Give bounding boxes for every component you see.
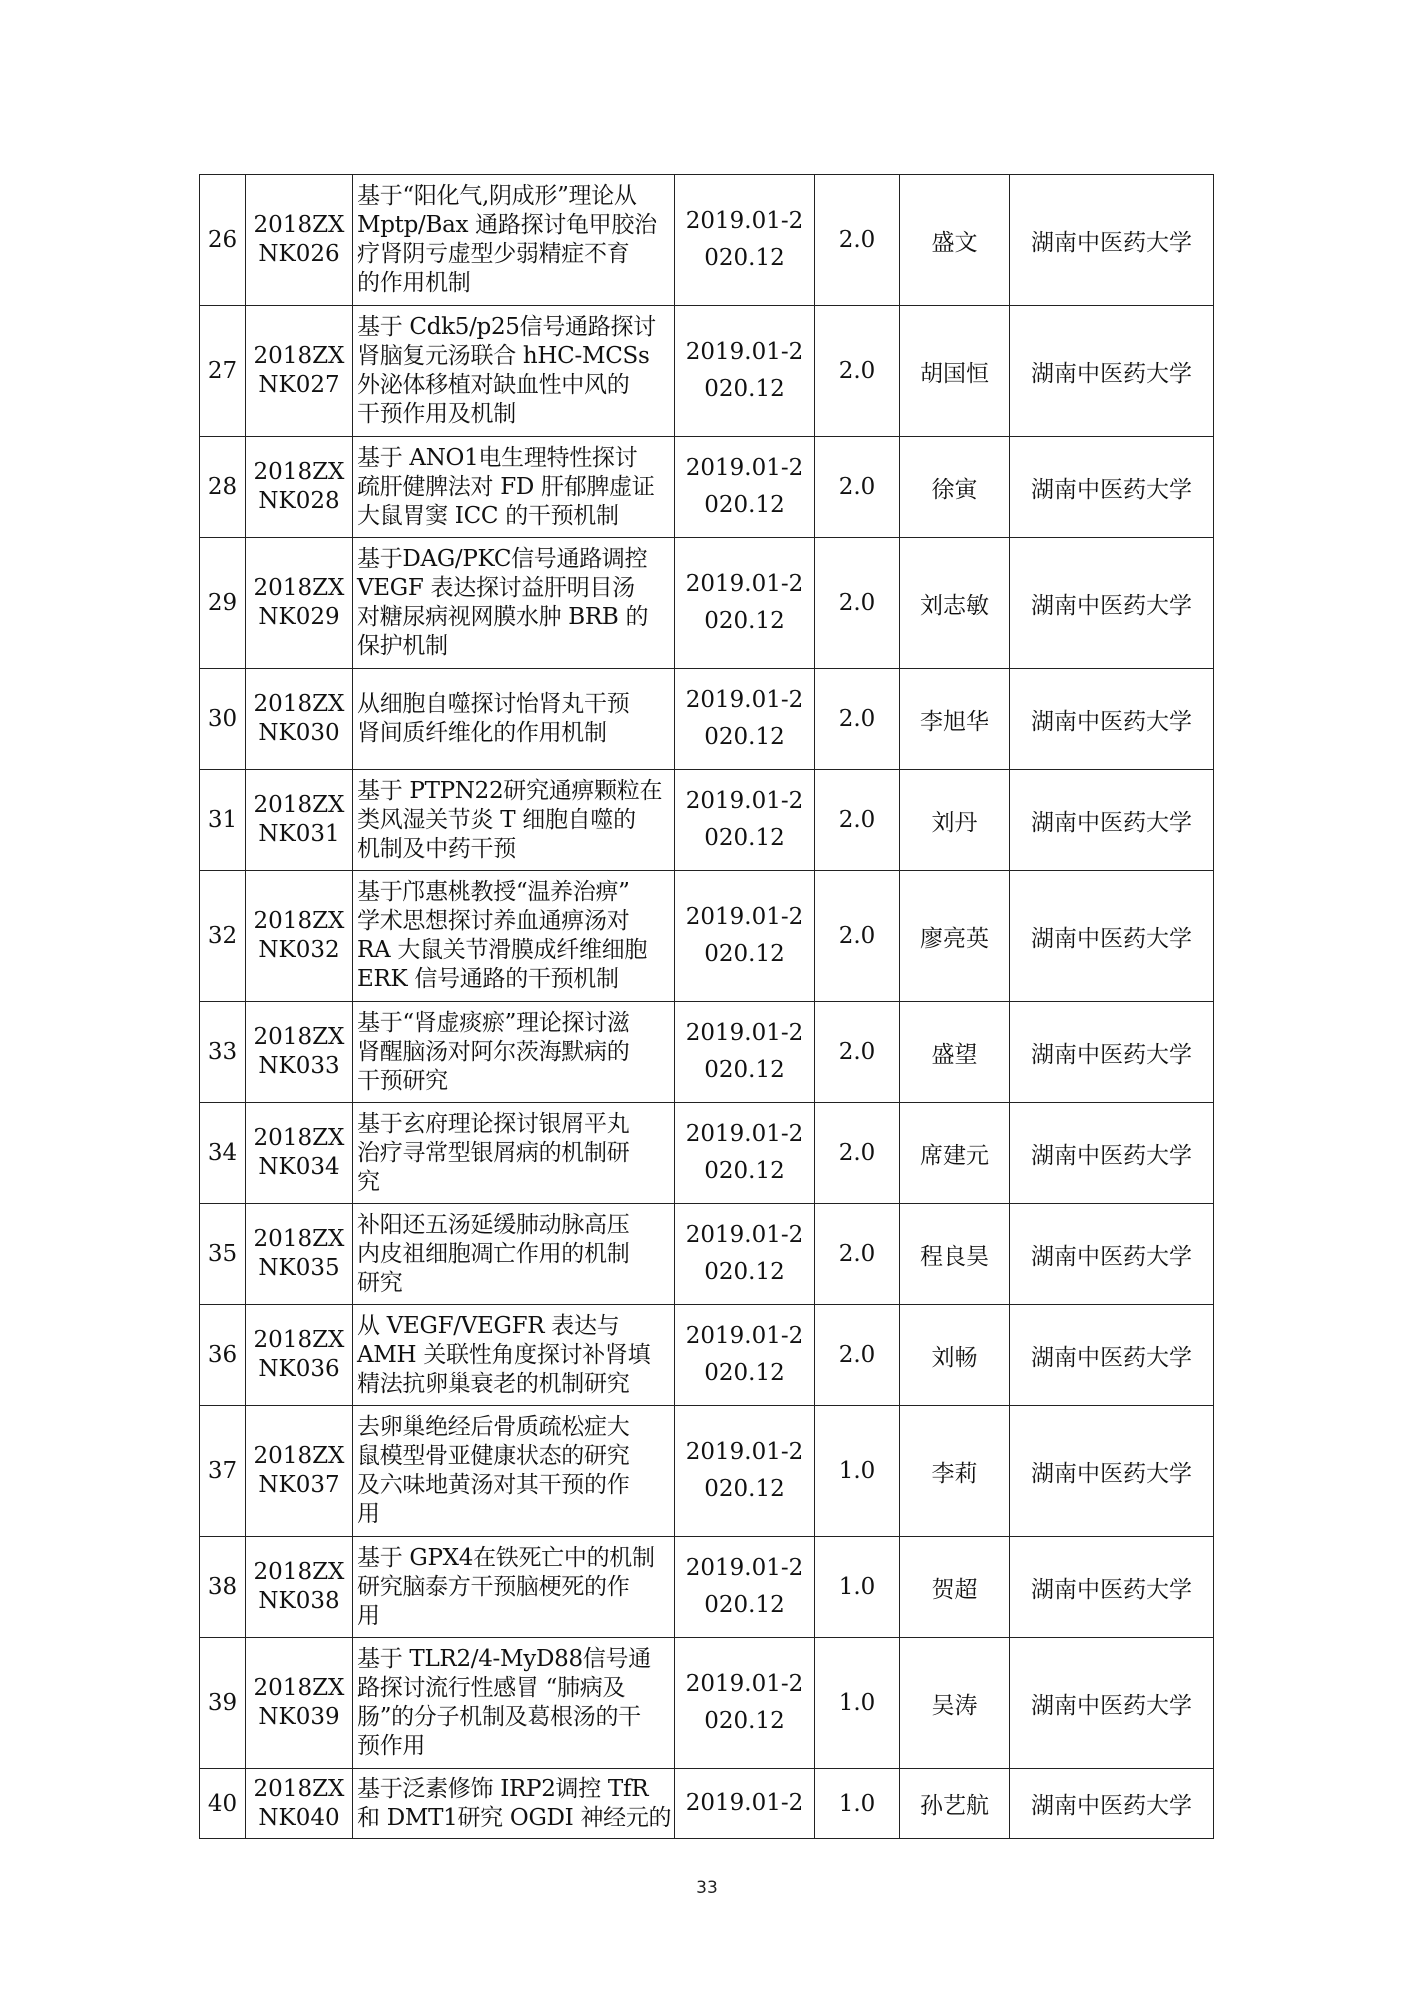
table-row	[200, 871, 1214, 1002]
table-row	[200, 1204, 1214, 1305]
project-title-line: 鼠模型骨亚健康状态的研究	[357, 1443, 630, 1469]
project-period-line: 2019.01-2	[685, 1121, 804, 1147]
project-title	[353, 770, 675, 871]
row-number: 36	[200, 1305, 246, 1406]
project-title-line: 类风湿关节炎 T 细胞自噬的	[357, 806, 636, 833]
row-number: 37	[200, 1406, 246, 1537]
project-leader: 李莉	[900, 1406, 1010, 1537]
project-code-line: NK030	[258, 720, 340, 746]
project-period-line: 020.12	[704, 376, 785, 402]
project-leader: 贺超	[900, 1537, 1010, 1638]
project-unit: 湖南中医药大学	[1010, 669, 1214, 770]
project-title-line: 疗肾阴亏虚型少弱精症不育	[357, 241, 630, 267]
project-funding: 2.0	[815, 770, 900, 871]
project-title	[353, 1537, 675, 1638]
project-title-line: 疏肝健脾法对 FD 肝郁脾虚证	[357, 473, 655, 500]
project-leader: 李旭华	[900, 669, 1010, 770]
project-period-line: 2019.01-2	[685, 208, 804, 234]
project-title-line: 基于 Cdk5/p25信号通路探讨	[357, 314, 656, 340]
project-title-line: 干预研究	[357, 1067, 448, 1094]
project-title-line: 大鼠胃窦 ICC 的干预机制	[357, 502, 619, 529]
project-code-line: NK040	[258, 1804, 340, 1831]
project-title-line: 基于DAG/PKC信号通路调控	[357, 546, 648, 572]
project-funding: 2.0	[815, 669, 900, 770]
project-title	[353, 1769, 675, 1839]
project-unit: 湖南中医药大学	[1010, 175, 1214, 306]
project-period-line: 020.12	[704, 1476, 785, 1502]
project-title-line: 保护机制	[357, 633, 448, 659]
table-row	[200, 1002, 1214, 1103]
project-leader: 盛文	[900, 175, 1010, 306]
project-code-line: 2018ZX	[253, 908, 345, 934]
project-period-line: 2019.01-2	[685, 571, 804, 597]
project-code-line: 2018ZX	[253, 343, 345, 369]
project-code-line: 2018ZX	[253, 575, 345, 601]
project-code	[246, 1305, 353, 1406]
project-code-line: NK028	[258, 488, 340, 514]
project-title-line: 外泌体移植对缺血性中风的	[357, 372, 630, 398]
project-title-line: VEGF 表达探讨益肝明目汤	[357, 575, 635, 601]
project-period-line: 2019.01-2	[685, 339, 804, 365]
project-code-line: 2018ZX	[253, 212, 345, 238]
project-leader: 孙艺航	[900, 1769, 1010, 1839]
project-funding: 2.0	[815, 1103, 900, 1204]
project-unit: 湖南中医药大学	[1010, 1103, 1214, 1204]
project-title-line: 肾脑复元汤联合 hHC-MCSs	[357, 343, 650, 369]
project-title	[353, 1204, 675, 1305]
project-code-line: 2018ZX	[253, 1775, 345, 1802]
project-code-line: NK031	[258, 821, 340, 847]
project-funding: 1.0	[815, 1638, 900, 1769]
project-code	[246, 437, 353, 538]
project-code-line: 2018ZX	[253, 459, 345, 485]
project-title	[353, 1305, 675, 1406]
table-row	[200, 1769, 1214, 1839]
project-period-line: 020.12	[704, 492, 785, 518]
project-code-line: NK026	[258, 241, 340, 267]
project-leader: 胡国恒	[900, 306, 1010, 437]
table-row	[200, 669, 1214, 770]
project-period-line: 2019.01-2	[685, 1323, 804, 1349]
project-period-line: 020.12	[704, 1592, 785, 1618]
project-unit: 湖南中医药大学	[1010, 1204, 1214, 1305]
project-code	[246, 538, 353, 669]
project-funding: 2.0	[815, 538, 900, 669]
project-unit: 湖南中医药大学	[1010, 437, 1214, 538]
project-period	[675, 306, 815, 437]
project-code-line: NK038	[258, 1588, 340, 1614]
project-period-line: 2019.01-2	[685, 788, 804, 814]
project-unit: 湖南中医药大学	[1010, 538, 1214, 669]
project-period-line: 2019.01-2	[685, 687, 804, 713]
project-title-line: 用	[357, 1501, 380, 1527]
project-title-line: 基于 GPX4在铁死亡中的机制	[357, 1544, 655, 1571]
row-number: 32	[200, 871, 246, 1002]
project-leader: 吴涛	[900, 1638, 1010, 1769]
project-title-line: 及六味地黄汤对其干预的作	[357, 1472, 630, 1498]
project-unit: 湖南中医药大学	[1010, 770, 1214, 871]
project-period-line: 020.12	[704, 724, 785, 750]
project-title-line: 从细胞自噬探讨怡肾丸干预	[357, 691, 630, 717]
project-period-line: 020.12	[704, 608, 785, 634]
project-period-line: 2019.01-2	[685, 1790, 804, 1816]
project-title-line: 究	[357, 1168, 380, 1195]
table-row	[200, 770, 1214, 871]
project-title	[353, 1103, 675, 1204]
project-code-line: NK027	[258, 372, 340, 398]
project-leader: 徐寅	[900, 437, 1010, 538]
project-code	[246, 1638, 353, 1769]
project-title-line: 预作用	[357, 1733, 426, 1759]
project-leader: 席建元	[900, 1103, 1010, 1204]
project-funding: 1.0	[815, 1769, 900, 1839]
project-code	[246, 1002, 353, 1103]
table-row	[200, 306, 1214, 437]
project-code-line: 2018ZX	[253, 1226, 345, 1252]
project-code	[246, 1406, 353, 1537]
project-period	[675, 669, 815, 770]
project-period	[675, 1103, 815, 1204]
project-title	[353, 437, 675, 538]
table-row	[200, 437, 1214, 538]
project-title-line: 治疗寻常型银屑病的机制研	[357, 1139, 630, 1166]
row-number: 39	[200, 1638, 246, 1769]
project-title-line: ERK 信号通路的干预机制	[357, 966, 619, 992]
project-period-line: 2019.01-2	[685, 904, 804, 930]
project-code-line: 2018ZX	[253, 1024, 345, 1050]
project-period	[675, 437, 815, 538]
table-row	[200, 1305, 1214, 1406]
project-unit: 湖南中医药大学	[1010, 1769, 1214, 1839]
table-row	[200, 538, 1214, 669]
project-code	[246, 871, 353, 1002]
project-period-line: 020.12	[704, 1057, 785, 1083]
project-title-line: 肠”的分子机制及葛根汤的干	[357, 1704, 641, 1730]
project-code	[246, 1204, 353, 1305]
row-number: 38	[200, 1537, 246, 1638]
project-period	[675, 538, 815, 669]
table-body	[200, 175, 1214, 1839]
project-title	[353, 175, 675, 306]
project-title-line: 肾间质纤维化的作用机制	[357, 720, 607, 746]
row-number: 28	[200, 437, 246, 538]
project-code	[246, 770, 353, 871]
table-row	[200, 1406, 1214, 1537]
project-funding: 2.0	[815, 306, 900, 437]
project-title-line: 和 DMT1研究 OGDI 神经元的	[357, 1804, 672, 1831]
page-number: 33	[696, 1878, 718, 1898]
project-title	[353, 538, 675, 669]
table-row	[200, 1103, 1214, 1204]
project-period-line: 020.12	[704, 1360, 785, 1386]
project-period	[675, 770, 815, 871]
project-unit: 湖南中医药大学	[1010, 306, 1214, 437]
project-period	[675, 1406, 815, 1537]
project-leader: 盛望	[900, 1002, 1010, 1103]
project-title-line: 基于 ANO1电生理特性探讨	[357, 444, 638, 471]
project-funding: 2.0	[815, 871, 900, 1002]
table-row	[200, 175, 1214, 306]
project-title	[353, 1638, 675, 1769]
project-period	[675, 1305, 815, 1406]
project-title-line: Mptp/Bax 通路探讨龟甲胶治	[357, 212, 657, 238]
project-funding: 2.0	[815, 175, 900, 306]
project-title-line: 基于玄府理论探讨银屑平丸	[357, 1110, 630, 1137]
project-code	[246, 1769, 353, 1839]
project-code-line: 2018ZX	[253, 1125, 345, 1151]
project-title-line: 精法抗卵巢衰老的机制研究	[357, 1370, 630, 1397]
row-number: 34	[200, 1103, 246, 1204]
row-number: 29	[200, 538, 246, 669]
project-title	[353, 871, 675, 1002]
project-leader: 刘志敏	[900, 538, 1010, 669]
project-code-line: NK034	[258, 1154, 340, 1180]
project-period-line: 2019.01-2	[685, 1555, 804, 1581]
project-unit: 湖南中医药大学	[1010, 871, 1214, 1002]
row-number: 30	[200, 669, 246, 770]
project-title-line: 基于邝惠桃教授“温养治痹”	[357, 879, 630, 905]
project-period	[675, 871, 815, 1002]
table-row	[200, 1638, 1214, 1769]
project-title	[353, 669, 675, 770]
project-period	[675, 1537, 815, 1638]
project-unit: 湖南中医药大学	[1010, 1537, 1214, 1638]
project-code-line: NK039	[258, 1704, 340, 1730]
project-code	[246, 175, 353, 306]
project-leader: 刘畅	[900, 1305, 1010, 1406]
project-title-line: 基于“肾虚痰瘀”理论探讨滋	[357, 1009, 630, 1036]
project-title-line: 机制及中药干预	[357, 835, 516, 862]
project-code-line: NK029	[258, 604, 340, 630]
project-period	[675, 1638, 815, 1769]
project-code	[246, 1537, 353, 1638]
project-funding: 2.0	[815, 1305, 900, 1406]
project-leader: 程良昊	[900, 1204, 1010, 1305]
project-funding: 2.0	[815, 1204, 900, 1305]
project-title-line: 基于“阳化气,阴成形”理论从	[357, 183, 637, 209]
project-title-line: 路探讨流行性感冒 “肺病及	[357, 1675, 626, 1701]
project-code-line: NK036	[258, 1356, 340, 1382]
project-period-line: 2019.01-2	[685, 1020, 804, 1046]
project-period	[675, 1204, 815, 1305]
project-period-line: 2019.01-2	[685, 1439, 804, 1465]
project-unit: 湖南中医药大学	[1010, 1406, 1214, 1537]
project-period	[675, 175, 815, 306]
project-title-line: 基于 TLR2/4-MyD88信号通	[357, 1646, 651, 1672]
project-leader: 廖亮英	[900, 871, 1010, 1002]
project-leader: 刘丹	[900, 770, 1010, 871]
project-code	[246, 306, 353, 437]
project-title-line: 对糖尿病视网膜水肿 BRB 的	[357, 604, 649, 630]
project-code-line: NK037	[258, 1472, 340, 1498]
project-title-line: 去卵巢绝经后骨质疏松症大	[357, 1414, 630, 1440]
project-unit: 湖南中医药大学	[1010, 1305, 1214, 1406]
table-row	[200, 1537, 1214, 1638]
project-title-line: 干预作用及机制	[357, 401, 516, 427]
row-number: 27	[200, 306, 246, 437]
project-period-line: 020.12	[704, 825, 785, 851]
project-period	[675, 1002, 815, 1103]
project-title	[353, 1002, 675, 1103]
project-title-line: 补阳还五汤延缓肺动脉高压	[357, 1211, 630, 1238]
project-code-line: NK032	[258, 937, 340, 963]
project-code-line: 2018ZX	[253, 1443, 345, 1469]
project-period-line: 020.12	[704, 1708, 785, 1734]
project-period-line: 2019.01-2	[685, 1671, 804, 1697]
project-code-line: 2018ZX	[253, 1327, 345, 1353]
project-period-line: 2019.01-2	[685, 1222, 804, 1248]
project-unit: 湖南中医药大学	[1010, 1638, 1214, 1769]
project-title-line: 肾醒脑汤对阿尔茨海默病的	[357, 1038, 630, 1065]
project-code-line: NK035	[258, 1255, 340, 1281]
project-period-line: 020.12	[704, 1158, 785, 1184]
project-unit: 湖南中医药大学	[1010, 1002, 1214, 1103]
project-table	[199, 174, 1214, 1839]
project-title-line: 研究	[357, 1269, 403, 1296]
project-period-line: 020.12	[704, 941, 785, 967]
project-period-line: 020.12	[704, 245, 785, 271]
row-number: 33	[200, 1002, 246, 1103]
row-number: 31	[200, 770, 246, 871]
project-title-line: RA 大鼠关节滑膜成纤维细胞	[357, 937, 648, 963]
project-title-line: 内皮祖细胞凋亡作用的机制	[357, 1240, 630, 1267]
project-period-line: 020.12	[704, 1259, 785, 1285]
row-number: 26	[200, 175, 246, 306]
project-code-line: 2018ZX	[253, 691, 345, 717]
project-title-line: 研究脑泰方干预脑梗死的作	[357, 1573, 630, 1600]
project-code-line: 2018ZX	[253, 1675, 345, 1701]
project-period-line: 2019.01-2	[685, 455, 804, 481]
project-code	[246, 1103, 353, 1204]
project-code-line: 2018ZX	[253, 792, 345, 818]
project-funding: 1.0	[815, 1406, 900, 1537]
project-title	[353, 1406, 675, 1537]
project-title-line: 学术思想探讨养血通痹汤对	[357, 908, 630, 934]
project-code-line: 2018ZX	[253, 1559, 345, 1585]
project-title	[353, 306, 675, 437]
row-number: 40	[200, 1769, 246, 1839]
project-funding: 2.0	[815, 1002, 900, 1103]
project-title-line: AMH 关联性角度探讨补肾填	[357, 1341, 651, 1368]
project-title-line: 用	[357, 1602, 380, 1629]
project-title-line: 的作用机制	[357, 270, 471, 296]
row-number: 35	[200, 1204, 246, 1305]
project-title-line: 基于 PTPN22研究通痹颗粒在	[357, 777, 663, 804]
project-code-line: NK033	[258, 1053, 340, 1079]
project-period	[675, 1769, 815, 1839]
project-code	[246, 669, 353, 770]
project-title-line: 基于泛素修饰 IRP2调控 TfR	[357, 1775, 649, 1802]
project-funding: 1.0	[815, 1537, 900, 1638]
project-title-line: 从 VEGF/VEGFR 表达与	[357, 1312, 620, 1339]
project-funding: 2.0	[815, 437, 900, 538]
